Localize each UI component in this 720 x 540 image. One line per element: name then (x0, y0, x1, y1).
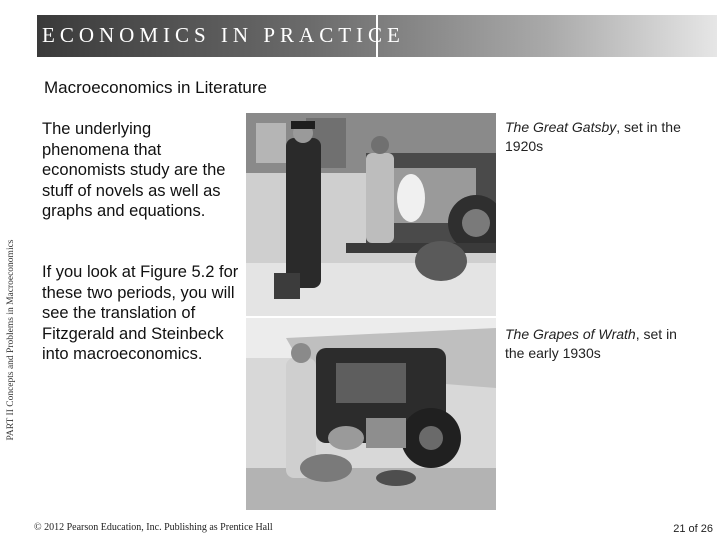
great-gatsby-photo (246, 113, 496, 316)
page-number: 21 of 26 (673, 523, 713, 535)
caption-grapes-of-wrath-title: The Grapes of Wrath (505, 326, 636, 342)
paragraph-intro: The underlying phenomena that economists study are the stuff of novels as well as graphs and equations. (42, 120, 226, 220)
caption-great-gatsby-title: The Great Gatsby (505, 119, 617, 135)
paragraph-figure-reference: If you look at Figure 5.2 for these two periods, you will see the translation of Fitzgerald and Steinbeck into macroeconomics. (42, 263, 239, 363)
caption-grapes-of-wrath (505, 325, 685, 363)
banner-title: ECONOMICS IN PRACTICE (42, 23, 405, 47)
caption-great-gatsby (505, 118, 685, 156)
side-label-text: PART II Concepts and Problems in Macroeconomics (6, 239, 16, 441)
slide-subtitle: Macroeconomics in Literature (44, 78, 267, 97)
great-gatsby-illustration (246, 113, 496, 316)
side-label (0, 190, 22, 490)
caption-grapes-of-wrath-detail: , set in the early 1930s (505, 326, 677, 361)
grapes-of-wrath-photo (246, 318, 496, 510)
grapes-of-wrath-illustration (246, 318, 496, 510)
caption-great-gatsby-detail: , set in the 1920s (505, 119, 681, 154)
footer-copyright: © 2012 Pearson Education, Inc. Publishing as Prentice Hall (34, 522, 273, 533)
